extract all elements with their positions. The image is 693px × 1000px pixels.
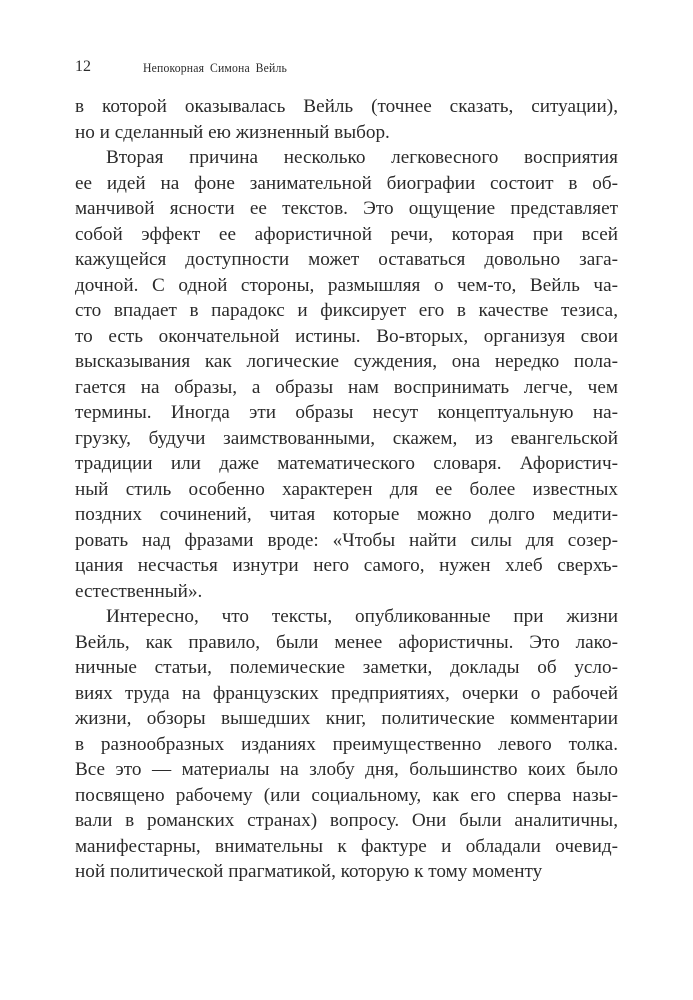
text-line: грузку, будучи заимствованными, скажем, из евангельской <box>75 427 618 449</box>
paragraph <box>75 94 618 145</box>
text-line: традиции или даже математического словаря. Афористич- <box>75 453 618 474</box>
text-line: цания несчастья изнутри него самого, нужен хлеб сверхъ- <box>75 555 618 576</box>
text-line: ной политической прагматикой, которую к тому моменту <box>75 861 543 882</box>
text-line: ровать над фразами вроде: «Чтобы найти силы для созер- <box>75 529 618 551</box>
page-number: 12 <box>75 58 91 75</box>
text-line: в которой оказывалась Вейль (точнее сказать, ситуации), <box>75 96 618 117</box>
text-line: вали в романских странах) вопросу. Они были аналитичны, <box>75 810 618 831</box>
paragraph <box>75 604 618 885</box>
text-line: но и сделанный ею жизненный выбор. <box>75 121 390 143</box>
text-line: посвящено рабочему (или социальному, как его сперва назы- <box>75 784 618 806</box>
text-line: Вейль, как правило, были менее афористичны. Это лако- <box>75 631 618 653</box>
text-line: Вторая причина несколько легковесного восприятия <box>106 147 618 168</box>
text-line: Все это — материалы на злобу дня, большинство коих было <box>75 759 618 780</box>
text-line: кажущейся доступности может оставаться довольно зага- <box>75 249 618 270</box>
text-line: сто впадает в парадокс и фиксирует его в качестве тезиса, <box>75 300 618 321</box>
text-line: в разнообразных изданиях преимущественно левого толка. <box>75 733 618 755</box>
text-line: то есть окончательной истины. Во-вторых, организуя свои <box>75 325 618 347</box>
text-line: манифестарны, внимательны к фактуре и обладали очевид- <box>75 835 618 857</box>
running-header <box>75 58 618 80</box>
text-line: естественный». <box>75 580 203 602</box>
text-line: собой эффект ее афористичной речи, которая при всей <box>75 223 618 245</box>
text-line: виях труда на французских предприятиях, очерки о рабочей <box>75 682 618 704</box>
text-line: ный стиль особенно характерен для ее более известных <box>75 478 618 500</box>
text-line: манчивой ясности ее текстов. Это ощущение представляет <box>75 198 618 219</box>
text-line: ничные статьи, полемические заметки, доклады об усло- <box>75 657 618 678</box>
text-line: жизни, обзоры вышедших книг, политические комментарии <box>75 708 618 729</box>
page-body <box>75 94 618 885</box>
text-line: термины. Иногда эти образы несут концептуальную на- <box>75 402 618 423</box>
running-title: Непокорная Симона Вейль <box>143 60 287 75</box>
text-line: дочной. С одной стороны, размышляя о чем-то, Вейль ча- <box>75 274 618 296</box>
text-line: высказывания как логические суждения, она нередко пола- <box>75 351 618 372</box>
text-line: ее идей на фоне занимательной биографии состоит в об- <box>75 172 618 194</box>
text-line: гается на образы, а образы нам воспринимать легче, чем <box>75 376 618 398</box>
text-line: поздних сочинений, читая которые можно долго медити- <box>75 504 618 525</box>
text-line: Интересно, что тексты, опубликованные при жизни <box>106 606 618 627</box>
paragraph <box>75 145 618 604</box>
